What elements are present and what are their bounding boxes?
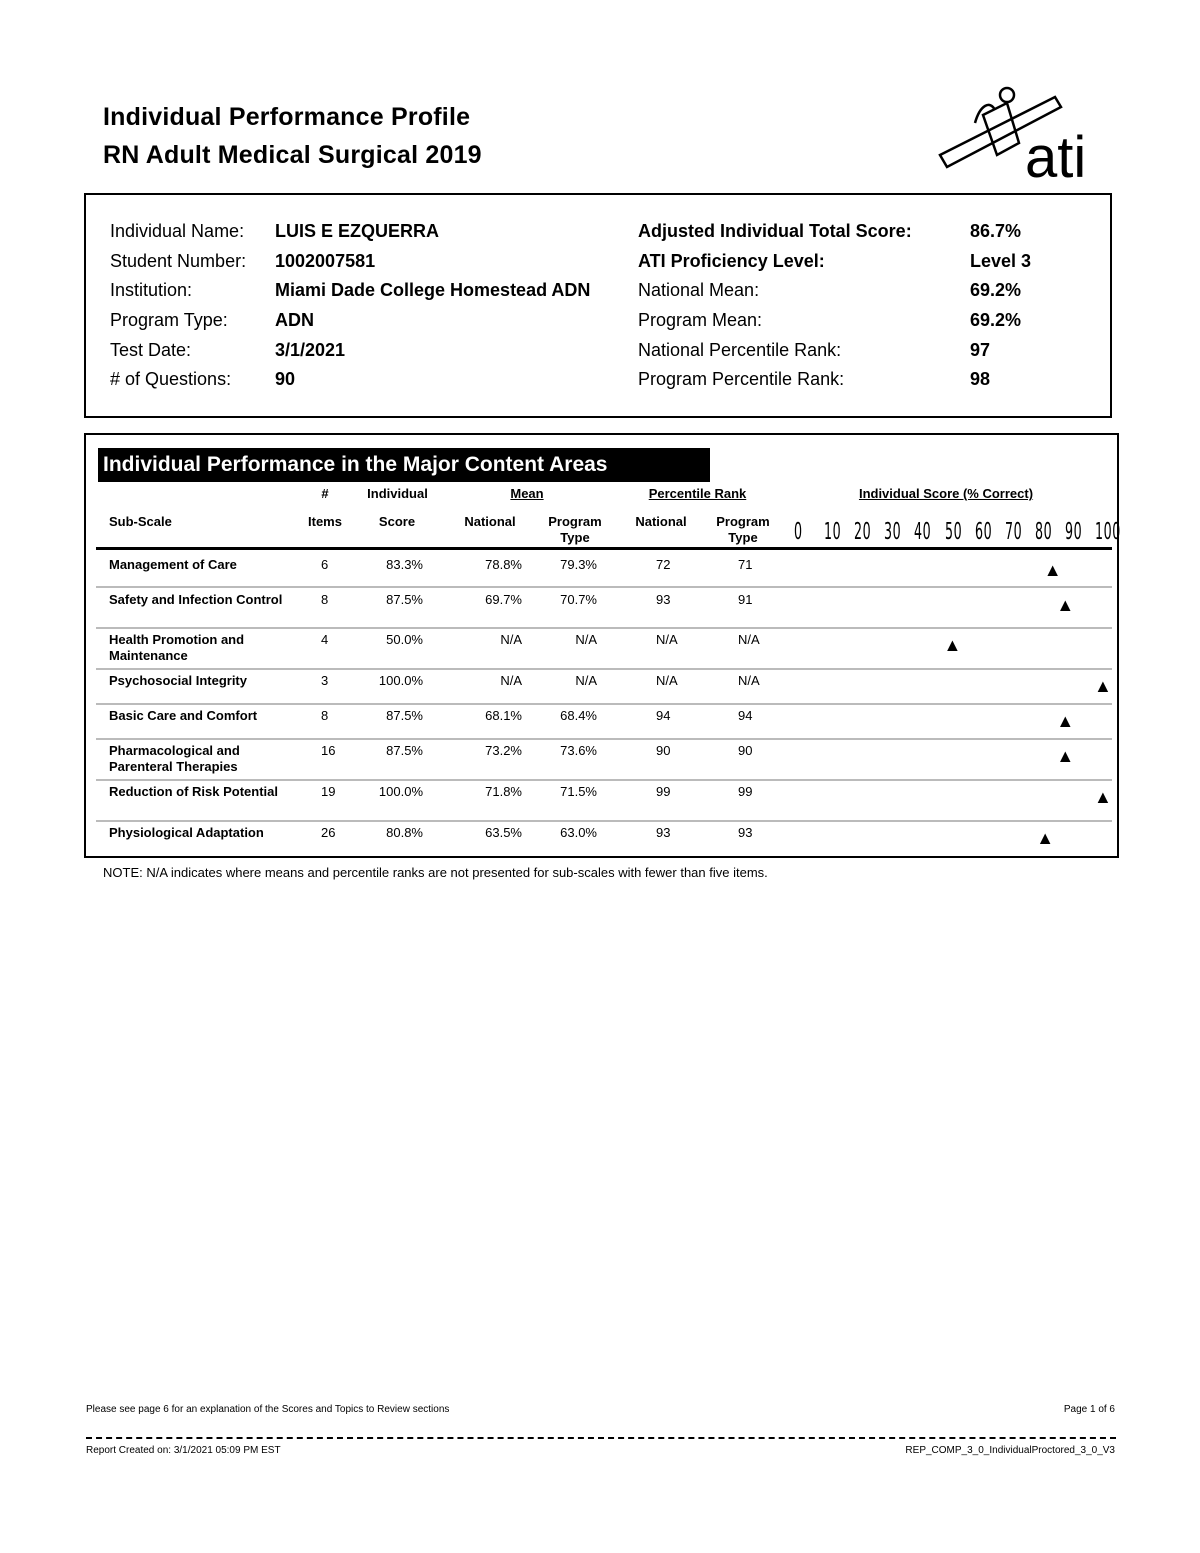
score-marker: ▲ [943, 635, 962, 655]
mean-program: 63.0% [560, 825, 597, 840]
info-right-row [638, 276, 1031, 306]
subscale-name: Management of Care [109, 557, 237, 572]
scale-tick: 70 [1004, 519, 1022, 545]
report-code: REP_COMP_3_0_IndividualProctored_3_0_V3 [905, 1445, 1115, 1456]
scale-tick: 30 [884, 519, 902, 545]
info-label: National Percentile Rank: [638, 339, 842, 360]
info-right-row [638, 335, 1031, 365]
report-title: Individual Performance Profile [103, 103, 471, 131]
scale-tick: 20 [854, 519, 872, 545]
pr-program: N/A [738, 632, 760, 647]
mean-national: 71.8% [485, 784, 522, 799]
pr-program: 99 [738, 784, 753, 799]
info-label: Program Type: [110, 310, 228, 331]
items-count: 8 [321, 708, 329, 723]
pr-program: 94 [738, 708, 753, 723]
individual-score: 87.5% [386, 708, 423, 723]
info-left-row [110, 217, 590, 247]
individual-score: 100.0% [378, 673, 423, 688]
row-divider [96, 779, 1112, 781]
individual-score: 87.5% [386, 592, 423, 607]
na-note: NOTE: N/A indicates where means and percentile ranks are not presented for sub-scales with fewer than five items. [103, 865, 768, 880]
mean-program: 71.5% [560, 784, 597, 799]
assessment-name: RN Adult Medical Surgical 2019 [103, 141, 482, 169]
info-label: Program Percentile Rank: [638, 369, 845, 390]
info-value: 90 [275, 369, 296, 390]
scale-tick: 80 [1034, 519, 1053, 545]
items-count: 6 [321, 557, 329, 572]
info-right-row [638, 217, 1031, 247]
scale-tick: 90 [1064, 519, 1083, 545]
mean-national: 63.5% [485, 825, 522, 840]
pr-program: 71 [738, 557, 753, 572]
info-value: 1002007581 [275, 250, 376, 271]
score-marker: ▲ [1094, 787, 1112, 807]
report-created: Report Created on: 3/1/2021 05:09 PM EST [86, 1445, 281, 1456]
pr-national: N/A [656, 632, 678, 647]
info-label: Individual Name: [110, 221, 245, 242]
page-number: Page 1 of 6 [1063, 1404, 1115, 1415]
items-count: 26 [321, 825, 336, 840]
score-marker: ▲ [1043, 560, 1062, 580]
row-divider [96, 703, 1112, 705]
footer-explanation: Please see page 6 for an explanation of the Scores and Topics to Review sections [86, 1404, 450, 1415]
mean-national: N/A [500, 673, 522, 688]
subscale-name: Basic Care and Comfort [109, 708, 258, 723]
row-divider [96, 738, 1112, 740]
mean-program: 70.7% [560, 592, 597, 607]
student-details [110, 217, 590, 395]
score-marker: ▲ [1056, 595, 1075, 615]
scale-tick: 50 [944, 519, 962, 545]
info-value: 69.2% [970, 280, 1022, 301]
pr-program: N/A [738, 673, 760, 688]
info-value: Miami Dade College Homestead ADN [275, 280, 591, 301]
header-percentile-rank: Percentile Rank [648, 486, 747, 501]
header-pr-national: National [635, 514, 687, 529]
info-label: ATI Proficiency Level: [638, 250, 825, 271]
pr-national: 72 [656, 557, 671, 572]
scale-tick: 100 [1095, 519, 1121, 545]
pr-national: 93 [656, 825, 671, 840]
info-value: ADN [275, 310, 314, 331]
score-marker: ▲ [1056, 746, 1075, 766]
header-score: Score [378, 514, 416, 529]
info-label: Program Mean: [638, 310, 763, 331]
score-marker: ▲ [1094, 676, 1112, 696]
info-value: LUIS E EZQUERRA [275, 221, 440, 242]
scale-tick: 10 [824, 519, 842, 545]
info-left-row [110, 335, 590, 365]
info-label: National Mean: [638, 280, 760, 301]
pr-national: 99 [656, 784, 671, 799]
header-individual-score: Individual Score (% Correct) [858, 486, 1034, 501]
info-left-row [110, 306, 590, 336]
mean-national: 69.7% [485, 592, 522, 607]
mean-national: 73.2% [485, 743, 522, 758]
header-pr-program-type: Program Type [716, 514, 770, 545]
row-divider [96, 627, 1112, 629]
items-count: 19 [321, 784, 336, 799]
mean-national: 78.8% [485, 557, 522, 572]
row-divider [96, 668, 1112, 670]
subscale-name: Physiological Adaptation [109, 825, 264, 840]
items-count: 8 [321, 592, 329, 607]
mean-program: 68.4% [560, 708, 597, 723]
subscale-name: Psychosocial Integrity [109, 673, 247, 688]
score-summary [638, 217, 1031, 395]
logo-text: ati [1025, 125, 1087, 185]
info-value: 86.7% [970, 221, 1022, 242]
info-right-row [638, 365, 1031, 395]
pr-national: N/A [656, 673, 678, 688]
section-title: Individual Performance in the Major Content Areas [98, 448, 710, 482]
score-marker: ▲ [1036, 828, 1055, 848]
individual-score: 50.0% [386, 632, 423, 647]
info-left-row [110, 365, 590, 395]
subscale-name: Pharmacological and Parenteral Therapies [109, 743, 240, 774]
score-marker: ▲ [1056, 711, 1075, 731]
info-right-row [638, 306, 1031, 336]
individual-score: 80.8% [386, 825, 423, 840]
info-value: Level 3 [970, 250, 1032, 271]
mean-national: 68.1% [485, 708, 522, 723]
info-label: Test Date: [110, 339, 192, 360]
footer-divider [86, 1437, 1116, 1439]
header-individual: Individual [367, 486, 428, 501]
row-divider [96, 820, 1112, 822]
items-count: 16 [321, 743, 336, 758]
info-left-row [110, 276, 590, 306]
individual-score: 100.0% [378, 784, 423, 799]
ati-logo [935, 85, 1110, 185]
mean-national: N/A [500, 632, 522, 647]
subscale-name: Reduction of Risk Potential [109, 784, 279, 799]
pr-national: 93 [656, 592, 671, 607]
header-mean-national: National [464, 514, 516, 529]
info-value: 97 [970, 339, 991, 360]
info-right-row [638, 247, 1031, 277]
individual-score: 87.5% [386, 743, 423, 758]
header-sub-scale: Sub-Scale [109, 514, 172, 529]
header-mean-program-type: Program Type [548, 514, 602, 545]
info-value: 98 [970, 369, 991, 390]
header-rule [96, 547, 1112, 550]
pr-national: 90 [656, 743, 671, 758]
scale-tick: 0 [794, 519, 803, 545]
row-divider [96, 586, 1112, 588]
individual-score: 83.3% [386, 557, 423, 572]
mean-program: N/A [575, 673, 597, 688]
scale-tick: 60 [974, 519, 992, 545]
header-items: Items [308, 514, 342, 529]
pr-national: 94 [656, 708, 671, 723]
info-value: 69.2% [970, 310, 1022, 331]
info-label: Adjusted Individual Total Score: [638, 221, 912, 242]
header-mean: Mean [510, 486, 544, 501]
pr-program: 91 [738, 592, 753, 607]
info-label: Student Number: [110, 250, 247, 271]
header-hash: # [321, 486, 329, 501]
scale-tick: 40 [914, 519, 932, 545]
info-value: 3/1/2021 [275, 339, 346, 360]
mean-program: N/A [575, 632, 597, 647]
pr-program: 90 [738, 743, 753, 758]
items-count: 3 [321, 673, 329, 688]
items-count: 4 [321, 632, 329, 647]
info-left-row [110, 247, 590, 277]
mean-program: 79.3% [560, 557, 597, 572]
mean-program: 73.6% [560, 743, 597, 758]
info-label: Institution: [110, 280, 193, 301]
subscale-name: Safety and Infection Control [109, 592, 283, 607]
subscale-name: Health Promotion and Maintenance [109, 632, 245, 663]
info-label: # of Questions: [110, 369, 232, 390]
pr-program: 93 [738, 825, 753, 840]
student-info-box [84, 193, 1112, 418]
